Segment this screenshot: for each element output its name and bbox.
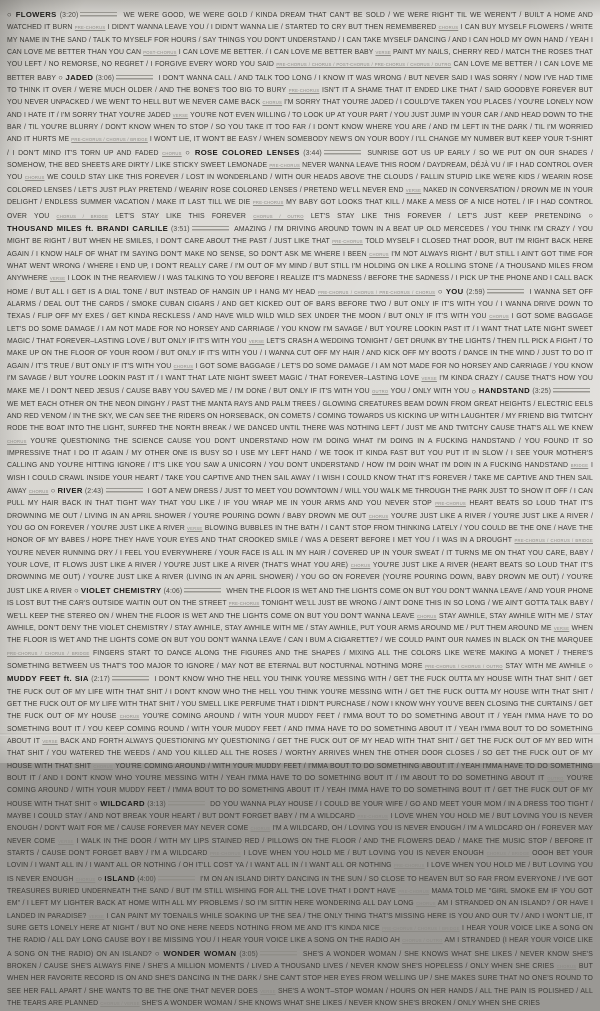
track-duration: (3:51) [171,225,190,233]
lyric-text: I DIDN'T WANNA LEAVE YOU / I DIDN'T WANNA LIE / STARTED TO CRY BUT THEN REMEMBERED [107,24,437,32]
lyric-text: I DON'T WANNA CALL / AND TALK TOO LONG / I KNOW IT WAS WRONG / BUT NEVER SAID I WAS SORRY / NOW I'VE HAD TIME TO THINK IT OVER / WE'RE MUCH OLDER / AND THE BONE'S TOO BIG TO BURY [7,74,593,95]
lyric-text: I WISH I COULD CRAWL INSIDE YOUR HEART / TAKE YOU CAPTIVE AND THEN SAIL AWAY / I WISH I COULD KNOW THAT IT'S FOREVER / TAKE ME CAPTIVE AND THEN SAIL AWAY [7,462,593,496]
lyric-text: STAY WITH ME AWHILE [505,662,586,670]
lyric-text: I'M NOT ALWAYS RIGHT / BUT STILL I AIN'T GOT TIME FOR WHAT WENT WRONG / WHERE I END UP, I DON'T REALLY CARE / I'M OUT OF MY MIND / BUT STILL I'M HOLDING ON LIKE A ROLLING STONE / A THOUSAND MILES FROM ANYWHERE [7,250,593,283]
section-label: CHORUS [350,563,371,569]
writer-credits-microtext [168,801,205,806]
track-circle-icon: ○ [97,873,103,883]
lyric-text: BLOWING BUBBLES IN THE BATH / I CAN'T STOP FROM THINKING LATELY / YOU COULD BE THE ONE / HAVE THE HONOR OF MY BABES / HOPE THEY HAVE YOUR EYES AND THAT CROOKED SMILE / WAS A DESERT BEFORE I MET YOU / I WAS IN A DROUGHT [7,525,593,545]
lyric-text: CAN LOVE ME BETTER / I CAN LOVE ME BETTER BABY [7,61,593,82]
section-label: PRE-CHORUS / CHORUS / PRE-CHORUS / CHORUS [318,289,436,295]
section-label: CHORUS [368,513,389,519]
lyric-text: SUNRISE GOT US UP EARLY / SO WE PUT ON OUR SHADES / SOMEHOW, THE BED SHEETS ARE DIRTY / LIKE STICKY SWEET LEMONADE [7,149,593,170]
writer-credits-microtext [184,588,221,593]
lyric-text: YOU'RE NOT EVEN WILLING / TO LOOK UP AT YOUR PART / YOU JUST JUMP IN YOUR CAR / AND HEAD DOWN TO THE BAR / TIL YOU'RE BLURRY / DON'T KNOW WHEN TO STOP / SO YOU TAKE IT TOO FAR / I DON'T KNOW WHERE YOU ARE / AND I'M LEFT IN THE DARK / TIL I'M WORRIED AND IT HURTS ME [7,111,593,144]
section-label: VERSE [553,625,570,631]
lyric-text: WE WERE GOOD, WE WERE GOLD / KINDA DREAM THAT CAN'T BE SOLD / WE WERE RIGHT TIL WE WEREN'T / BUILT A HOME AND WATCHED IT BURN [7,12,593,32]
lyric-text: BUT WHEN HER FAVORITE RECORD IS ON AND SHE'S DANCING IN THE DARK / SHE CAN'T STOP HER EYES FROM WELLING UP / SHE MAKES SURE THAT NO ONE'S ROUND TO SEE HER FALL APART / SHE WANTS TO BE THE ONE THAT NEVER DOES [7,963,593,995]
lyric-text: I GOT A NEW DRESS / JUST TO MEET YOU DOWNTOWN / WILL YOU WALK ME THROUGH THE PARK JUST TO SHOW IT OFF / I CAN PULL MY HAIR BACK IN THAT TIGHT WAY THAT YOU LIKE / IF YOU WRAP ME IN YOUR ARMS AND YOU NEVER STOP [7,488,593,508]
section-label: CHORUS [7,438,27,444]
lyric-text: I'M ON AN ISLAND DIRTY DANCING IN THE SUN / SO CLOSE TO HEAVEN BUT SO FAR FROM EVERYONE / I'VE GOT TREASURES BURIED UNDERNEATH THE SAND / BUT I'M STILL WISHING FOR ALL THE LOVE THAT I DON'T HAVE [7,875,593,896]
section-label: CHORUS [28,489,49,495]
lyric-text: YOU'RE JUST LIKE A RIVER (HEART BEATS SO LOUD THAT IT'S DROWNING ME OUT) / YOU'RE JUST LIKE A RIVER (LIVING IN AN APRIL SHOWER) / YOU GO ON FOREVER (YOU'RE POURING DOWN, BABY DROWN ME OUT) / YOU'RE JUST LIKE A RIVER [7,562,593,595]
section-label: CHORUS [75,876,96,882]
writer-credits-microtext [487,289,524,294]
lyric-text: I HEAR YOUR VOICE LIKE A SONG ON THE RADIO / ALL DAY LONG CAUSE BOY I BE MISSING YOU / I HEAR YOUR VOICE LIKE A SONG ON THE RADIO AH [7,925,593,945]
section-label: CHORUS / BRIDGE [486,851,530,857]
lyric-text: NEVER WANNA LEAVE THIS ROOM / DAYDREAM, DÉJÀ VU / IF I HAD CONTROL OVER YOU [7,162,593,182]
section-label: PRE-CHORUS / CHORUS / OUTRO [425,663,503,669]
lyric-text: NAKED IN CONVERSATION / DROWN ME IN YOUR DELIGHT / ENDLESS SUMMER VACATION / MAKE IT LAST TILL WE DIE [7,186,593,207]
lyric-text: I'M A WILDCARD, OH / LOVING YOU IS NEVER ENOUGH / I'M A WILDCARD OH / FOREVER MAY NEVER COME [7,825,593,845]
track-title: WONDER WOMAN [163,948,237,958]
lyric-text: LET'S STAY LIKE THIS FOREVER / LET'S JUST KEEP PRETENDING [310,212,582,220]
lyric-text: I'M SORRY THAT YOU'RE JADED / I COULD'VE TAKEN YOU PLACES / YOU'RE LONELY NOW AND I HATE IT / I'M SORRY THAT YOU'RE JADED [7,99,593,119]
lyric-text: YOU'RE JUST LIKE A RIVER / YOU'RE JUST LIKE A RIVER / YOU GO ON FOREVER / YOU'RE JUST LIKE A RIVER [7,512,593,533]
track-circle-icon: ○ [588,661,593,671]
section-label: CHORUS [93,763,113,769]
section-label: VERSE [88,913,105,919]
track-duration: (3:06) [95,74,115,82]
section-label: POST-CHORUS [143,50,177,56]
section-label: VERSE [248,338,265,344]
lyric-text: AM I STRANDED (I HEAR YOUR VOICE LIKE A SONG ON THE RADIO) ON AN ISLAND? [7,937,594,958]
section-label: PRE-CHORUS [228,601,260,607]
lyric-text: YOU'RE NEVER RUNNING DRY / I FEEL YOU EVERYWHERE / YOUR FACE IS ALL IN MY HAIR / COVERED UP IN YOUR SWEAT / IT TURNS ME ON THAT YOU CARE, BABY / YOUR LOVE, IT FLOWS JUST LIKE A RIVER / YOU'RE JUST LIKE A RIVER (THAT'S WHAT YOU ARE) [7,549,593,570]
section-label: VERSE [187,526,203,532]
section-label: VERSE [375,50,391,56]
track-circle-icon: ○ [74,586,79,595]
lyric-text: I DON'T KNOW WHO THE HELL YOU THINK YOU'RE MESSING WITH / GET THE FUCK OUTTA MY HOUSE WITH THAT SHIT / GET THE FUCK OUT OF MY LIFE WITH THAT SHIT / I DON'T KNOW WHO THE HELL YOU THINK YOU'RE MESSING WITH / GET THE FUCK OUTTA MY HOUSE WITH THAT SHIT / GET THE FUCK OUT OF MY LIFE WITH THAT SHIT / YOU SMELL LIKE PERFUME THAT I DIDN'T PURCHASE / NOW I KNOW WHY YOU'VE BEEN CLOSING THE CURTAINS / GET THE FUCK OUT OF MY HOUSE [7,676,593,721]
track-duration: (4:00) [137,875,156,883]
track-circle-icon: ○ [7,10,13,20]
track-circle-icon: ○ [185,147,192,157]
section-label: CHORUS [173,363,194,369]
section-label: VERSE [172,112,189,118]
section-label: VERSE [58,838,74,844]
lyric-text: I CAN BUY MYSELF FLOWERS / WRITE MY NAME IN THE SAND / TALK TO MYSELF FOR HOURS / SAY THINGS YOU DON'T UNDERSTAND / I CAN TAKE MYSELF DANCING / AND I CAN HOLD MY OWN HAND / YEAH I CAN LOVE ME BETTER THAN YOU CAN [7,24,593,57]
lyric-text: WE MET EACH OTHER ON THE NEON DINGHY / PAST THE MANTA RAYS AND PALM TREES / GLOWING CREATURES BEAM DOWN FROM GREAT HEIGHTS / ELECTRIC EELS AND RED VENOM / IN THE SKY, WE CAN SEE THE RIDERS ON HORSEBACK, ON COMETS / COMING TOWARDS US KICKING UP WITH LAUGHTER / MY FRIEND BIG TWITCHY RODE THE BOAT INTO THE LIGHT, SURFED THE NORTH BREAK / WE DANCED UNTIL THERE WAS NOTHING LEFT / JUST ME AND TWITCHY CAUSE THAT'S ALL WE KNEW [7,400,593,433]
lyric-text: LET'S STAY LIKE THIS FOREVER [115,212,247,220]
track-title: JADED [65,72,94,82]
section-label: OUTRO [547,775,564,781]
section-label: BRIDGE [570,463,589,469]
section-label: PRE-CHORUS / CHORUS / BRIDGE [514,538,593,544]
section-label: PRE-CHORUS / CHORUS / BRIDGE [382,926,460,932]
lyric-text: I GOT SOME BAGGAGE LET'S DO SOME DAMAGE / I AM NOT MADE FOR NO HORSEY AND CARRIAGE / YOU KNOW I'M SAVAGE / BUT YOU'RE LOOKIN PAST IT / I WANT THAT LATE NIGHT SWEET MAGIC / THAT FOREVER–LASTING LOVE / BUT ONLY IF IT'S WITH YOU [7,313,593,345]
lyric-text: I GOT SOME BAGGAGE / LET'S DO SOME DAMAGE / I AM NOT MADE FOR NO HORSEY AND CARRIAGE / YOU KNOW I'M SAVAGE / BUT YOU'RE LOOKIN PAST IT / I WANT THAT LATE NIGHT SWEET MAGIC / THAT FOREVER–LASTING LOVE [7,362,594,382]
lyric-text: SHE'S A WON'T–STOP WOMAN / HOURS ON HER HANDS / ALL THE PAIN IS POLISHED / ALL THE TEARS ARE PLANNED [7,987,593,1008]
section-label: CHORUS [489,314,509,320]
lyric-text: WHEN THE FLOOR IS WET AND THE LIGHTS COME ON BUT YOU DON'T WANNA LEAVE / AND YOUR PHONE IS LOST BUT THE CAR'S OUTSIDE WAITIN OUT ON THE STREET [7,587,593,608]
lyric-text: AM I STRANDED ON AN ISLAND? / OR HAVE I LANDED IN PARADISE? [7,900,594,920]
section-label: VERSE [49,276,66,282]
track-title: VIOLET CHEMISTRY [80,585,162,595]
lyric-text: I LOVE WHEN YOU HOLD ME / BUT LOVING YOU IS NEVER ENOUGH / DON'T WAIT FOR ME / CAUSE FOREVER MAY NEVER COME [7,813,593,833]
track-title: ROSE COLORED LENSES [194,147,300,157]
section-label: CHORUS [369,251,389,257]
lyric-text: ISN'T IT A SHAME THAT IT ENDED LIKE THAT / SAID GOODBYE FOREVER BUT YOU NEVER UNPACKED / WE WENT TO HELL BUT WE NEVER CAME BACK [7,87,593,107]
section-label: CHORUS [24,175,45,181]
track-duration: (3:20) [59,12,79,19]
lyric-text: I WALK IN THE DOOR / WITH MY LIPS STAINED RED / PILLOWS ON THE FLOOR / AND THE FLOWERS DEAD / MAKE THE MUSIC STOP / BEFORE IT STARTS / CAUSE DON'T FORGET BABY / I'M A WILDCARD [7,837,593,858]
writer-credits-microtext [158,876,195,881]
track-title: MUDDY FEET ft. SIA [7,674,89,684]
lyric-text: FINGERS START TO DANCE ALONG THE FIGURES AND THE SHAPES / MIXING ALL THE COLORS LIKE WE'RE MAKING A MONET / THERE'S SOMETHING BETWEEN US THAT'S TOO MAJOR TO IGNORE / MAY NOT BE ETERNAL BUT NOCTURNAL NOTHING MORE [7,649,593,670]
lyric-text: I WANNA SET OFF ALARMS / DEAL OUT THE CARDS / SMOKE CUBAN CIGARS / AND GET KICKED OUT OF BARS BEFORE TWO / BUT ONLY IF IT'S WITH YOU / I WANNA DRIVE DOWN TO TEXAS / FLIP OFF MY EXES / GET KINDA RECKLESS / AND HAVE WILD WILD WILD SEX UNDER THE MOON / BUT ONLY IF IT'S WITH YOU [7,288,593,321]
writer-credits-microtext [80,12,117,17]
lyric-text: WHEN THE FLOOR IS WET AND THE LIGHTS COME ON BUT YOU DON'T WANNA LEAVE / CAN I BUM A CIGARETTE? / WE COULD PAINT OUR NAMES IN BLACK ON THE MARQUEE [7,624,593,645]
section-label: PRE-CHORUS [210,851,241,857]
track-title: ISLAND [104,873,136,883]
track-title: THOUSAND MILES ft. BRANDI CARLILE [7,223,169,233]
section-label: CHORUS [556,964,577,970]
section-label: PRE-CHORUS [252,200,284,206]
section-label: CHORUS / BRIDGE [56,213,109,219]
track-duration: (3:05) [239,950,258,958]
lyric-text: OOOH BET YOUR LOVIN / I WANT ALL IN / I WANT ALL OR NOTHING / OH IT'LL COST YA / I WANT ALL IN / I WANT ALL OR NOTHING [7,850,593,870]
writer-credits-microtext [192,226,229,231]
lyric-text: LET'S CRASH A WEDDING TONIGHT / GET DRUNK BY THE LIGHTS / THEN I'LL PICK A FIGHT / TO MAKE UP ON THE FLOOR OF YOUR ROOM / BUT ONLY IF IT'S WITH YOU / I WANNA CUT OFF MY HAIR / AND KICK OFF MY BOOTS / DANCE IN THE WIND / JUST TO DO IT AGAIN / IT'S TRUE / BUT ONLY IF IT'S WITH YOU [7,337,593,370]
track-title: WILDCARD [100,798,145,808]
track-duration: (3:44) [303,149,322,157]
track-circle-icon: ○ [154,948,161,958]
lyric-text: YOU'RE QUESTIONING THE SCIENCE CAUSE YOU DON'T UNDERSTAND HOW I'M DOING WHAT I'M DOING IN A FUCKING HANDSTAND / YOU FOUND IT SO IMPRESSIVE THAT I DO IT AGAIN / MY OTHER ONE IS BUSY SO I USE MY LEFT HAND / WE TOOK IT KINDA FAST BUT YOU PUT IT IN SLOW / I SEE YOUR MOTHER'S CALLING AND YOU'RE HITTING IGNORE / IT'S LIKE YOU SAW A UNICORN / YOU DON'T UNDERSTAND / HOW I'M DOIN WHAT I'M DOIN IN A FUCKING HANDSTAND [7,437,593,470]
writer-credits-microtext [116,75,153,80]
track-circle-icon: ○ [588,210,593,220]
lyrics-flow [7,9,593,1011]
lyric-text: I LOOK IN THE REARVIEW / I WAS TALKING TO YOU BEFORE I REALIZE IT'S MADNESS / BEFORE THE SADNESS / I PICK UP THE PHONE AND I CALL BACK HOME / BUT ALL I GET IS A DIAL TONE / BUT INSTEAD OF HANGIN UP I HANG MY HEAD [7,275,594,296]
section-label: PRE-CHORUS [393,863,425,869]
lyric-text: BACK AND FORTH ALWAYS QUESTIONING MY QUESTIONING / GET THE FUCK OUT OF MY HEAD WITH THAT SHIT / GET THE FUCK OUT OF MY BED WITH THAT SHIT / YOU WATERED THE WEEDS / AND YOU KILLED ALL THE ROSES / WORTHY ARRIVES WHEN THE OTHER DOOR CLOSES / SO GET THE FUCK OUT OF MY HOUSE WITH THAT SHIT [7,737,593,770]
section-label: CHORUS / OUTRO [253,213,304,219]
lyric-text: TOLD MYSELF I CLOSED THAT DOOR, BUT I'M RIGHT BACK HERE AGAIN / I KNOW HALF OF WHAT I'M SAYING DON'T MAKE NO SENSE, SO DON'T ASK ME WHERE I BEEN [7,238,593,258]
section-label: CHORUS [262,100,283,106]
track-duration: (2:59) [466,288,485,296]
section-label: VERSE [260,988,276,994]
lyric-text: YOU'RE COMING AROUND / WITH YOUR MUDDY FEET / I'MMA BOUT TO DO SOMETHING ABOUT IT / YEAH I'MMA HAVE TO DO SOMETHING BOUT IT / YOU KEEP COMING ROUND / WITH YOUR MUDDY FEET / AND I'MMA HAVE TO DO SOMETHING ABOUT IT / YEAH I'MMA BOUT TO DO SOMETHING ABOUT IT [7,713,593,745]
lyric-text: TONIGHT WE'LL JUST BE WRONG / AIN'T DONE THIS IN SO LONG / WE AIN'T GOTTA TALK BABY / WE'LL KEEP THE STEREO ON / WHEN THE FLOOR IS WET AND THE LIGHTS COME ON BUT YOU DON'T WANNA LEAVE [7,600,593,620]
section-label: OUTRO [372,389,389,395]
lyric-text: MAMA TOLD ME "GIRL SMOKE EM IF YOU GOT EM" / I LEFT MY LIGHTER BACK AT HOME WITH ALL MY PROBLEMS / SO I'M SITTIN HERE WONDERING ALL DAY LONG [7,888,593,908]
section-label: PRE-CHORUS [288,88,320,94]
lyric-text: SHE'S A WONDER WOMAN / SHE KNOWS WHAT SHE LIKES / NEVER KNOW SHE'S BROKEN / CAUSE SHE'S ALWAYS FINE / SHE'S A MILLION MOMENTS / LIVED A THOUSAND LIVES / NEVER KNOW SHE'S HOPELESS / ONLY WHEN SHE CRIES [7,950,593,971]
section-label: CHORUS [250,826,271,832]
section-label: CHORUS [438,25,459,31]
section-label: VERSE [421,375,437,381]
track-circle-icon: ○ [58,72,64,82]
track-circle-icon: ○ [93,798,98,808]
lyric-text: SHE'S A WONDER WOMAN / SHE KNOWS WHAT SHE LIKES / NEVER KNOW SHE'S BROKEN / ONLY WHEN SHE CRIES [141,1000,540,1008]
section-label: CHORUS [416,613,437,619]
lyric-text: PAINT MY NAILS, CHERRY RED / MATCH THE ROSES THAT YOU LEFT / NO REMORSE, NO REGRET / I FORGIVE EVERY WORD YOU SAID [7,49,593,69]
lyric-text: DO YOU WANNA PLAY HOUSE / I COULD BE YOUR WIFE / GO AND MEET YOUR MOM / IN A DRESS TOO TIGHT / MAYBE I COULD STAY / AND NOT BREAK YOUR HEART / BUT DON'T FORGET BABY / I'M A WILDCARD [7,800,593,820]
section-label: PRE-CHORUS / CHORUS / BRIDGE [7,650,90,656]
track-title: RIVER [57,486,83,496]
lyric-text: I CAN PAINT MY TOENAILS WHILE SOAKING UP THE SEA / THE ONLY THING THAT'S MISSING HERE IS YOU AND OUR TV / AND I WON'T LIE, IT SURE GETS LONELY HERE AT NIGHT / BUT NO ONE HERE NEEDS NOTHING FROM ME AND IT'S KINDA NICE [7,912,593,933]
writer-credits-microtext [112,676,149,681]
track-title: YOU [445,286,464,296]
track-duration: (3:25) [532,388,551,396]
lyric-text: YOU'RE COMING AROUND / WITH YOUR MUDDY FEET / I'MMA BOUT TO DO SOMETHING ABOUT IT / YEAH I'MMA HAVE TO DO SOMETHING BOUT IT / GET THE FUCK OUT OF MY HOUSE WITH THAT SHIT [7,774,593,808]
lyric-text: I'M KINDA CRAZY / CAUSE THAT'S HOW YOU MAKE ME / I DON'T NEED JESUS / CAUSE BABY YOU SAVED ME / I'M DONE / BUT ONLY IF IT'S WITH YOU [7,374,593,396]
track-duration: (4:06) [163,587,183,595]
lyric-text: I LOVE WHEN YOU HOLD ME / BUT LOVING YOU IS NEVER ENOUGH [7,862,593,883]
lyric-text: WE COULD STAY LIKE THIS FOREVER / LOST IN WONDERLAND / WITH OUR HEADS ABOVE THE CLOUDS / FALLIN STUPID LIKE WE'RE KIDS / WEARIN ROSE COLORED LENSES / LET'S JUST PLAY PRETEND / WEARIN' ROSE COLORED LENSES / PRETEND WE'LL NEVER END [7,174,593,194]
section-label: PRE-CHORUS / CHORUS / POST-CHORUS / PRE-CHORUS / CHORUS / OUTRO [276,62,452,68]
section-label: VERSE [42,738,58,744]
lyric-text: MY BABY GOT LOOKS THAT KILL / MAKE A MESS OF A NICE HOTEL / IF I HAD CONTROL OVER YOU [7,199,593,220]
track-duration: (3:13) [147,800,166,808]
lyric-text: AMAZING / I'M DRIVING AROUND TOWN IN A BEAT UP OLD MERCEDES / YOU THINK I'M CRAZY / YOU MIGHT BE RIGHT / BUT WHEN HE SMILES, I DON'T CARE ABOUT THE PAST / JUST LIKE THAT [7,225,593,246]
section-label: CHORUS [416,901,436,907]
section-label: CHORUS [119,714,140,720]
section-label: PRE-CHORUS [435,501,466,507]
section-label: PRE-CHORUS [269,163,301,169]
track-circle-icon: ○ [437,286,444,296]
lyric-text: I LOVE WHEN YOU HOLD ME / BUT LOVING YOU IS NEVER ENOUGH [243,850,484,858]
writer-credits-microtext [324,150,361,155]
writer-credits-microtext [260,951,297,956]
lyric-text: I WON'T LIE, IT WON'T BE EASY / WHEN SOMEBODY NEW'S ON YOUR BODY / I'LL CHANGE MY NUMBER BUT KEEP YOUR T-SHIRT / I DON'T MIND IT'S TORN UP AND FADED [7,136,593,157]
lyric-text: STAY AWHILE, STAY AWHILE WITH ME / STAY AWHILE, DON'T DENY THE VIOLET CHEMISTRY / STAY AWHILE, STAY AWHILE WITH ME / STAY AWHILE, PUT YOUR ARMS AROUND ME / PUT THEM AROUND ME [7,612,593,632]
track-circle-icon: ○ [50,486,56,496]
lyric-text: I CAN LOVE ME BETTER. / I CAN LOVE ME BETTER BABY [178,49,374,57]
section-label: PRE-CHORUS [357,814,389,819]
track-title: HANDSTAND [478,386,531,396]
lyric-text: YOU'RE COMING AROUND / WITH YOUR MUDDY FEET / I'MMA BOUT TO DO SOMETHING ABOUT IT / YEAH I'MMA HAVE TO DO SOMETHING BOUT IT / AND I DON'T KNOW WHO YOU'RE MESSING WITH / YEAH I'MMA HAVE TO DO SOMETHING BOUT IT / I'M ABOUT TO DO SOMETHING ABOUT IT [7,762,593,782]
writer-credits-microtext [553,388,590,393]
track-circle-icon: ○ [471,386,477,396]
section-label: CHORUS [162,150,182,156]
track-duration: (2:17) [91,676,110,684]
lyric-text: HEART BEATS SO LOUD THAT IT'S DROWNING ME OUT / LIVING IN AN APRIL SHOWER / YOU'RE POURING DOWN / BABY DROWN ME OUT [7,500,593,520]
track-duration: (2:43) [84,488,104,496]
section-label: PRE-CHORUS [74,25,106,31]
track-title: FLOWERS [15,10,57,19]
section-label: VERSE [405,187,422,193]
lyric-text: YOU / ONLY WITH YOU [390,388,470,396]
section-label: PRE-CHORUS / CHORUS / BRIDGE [71,137,148,143]
writer-credits-microtext [106,488,143,493]
section-label: CHORUS / OUTRO [402,938,443,944]
section-label: CHORUS / VERSE [100,1001,140,1007]
section-label: PRE-CHORUS [398,889,430,895]
section-label: PRE-CHORUS [332,239,363,245]
